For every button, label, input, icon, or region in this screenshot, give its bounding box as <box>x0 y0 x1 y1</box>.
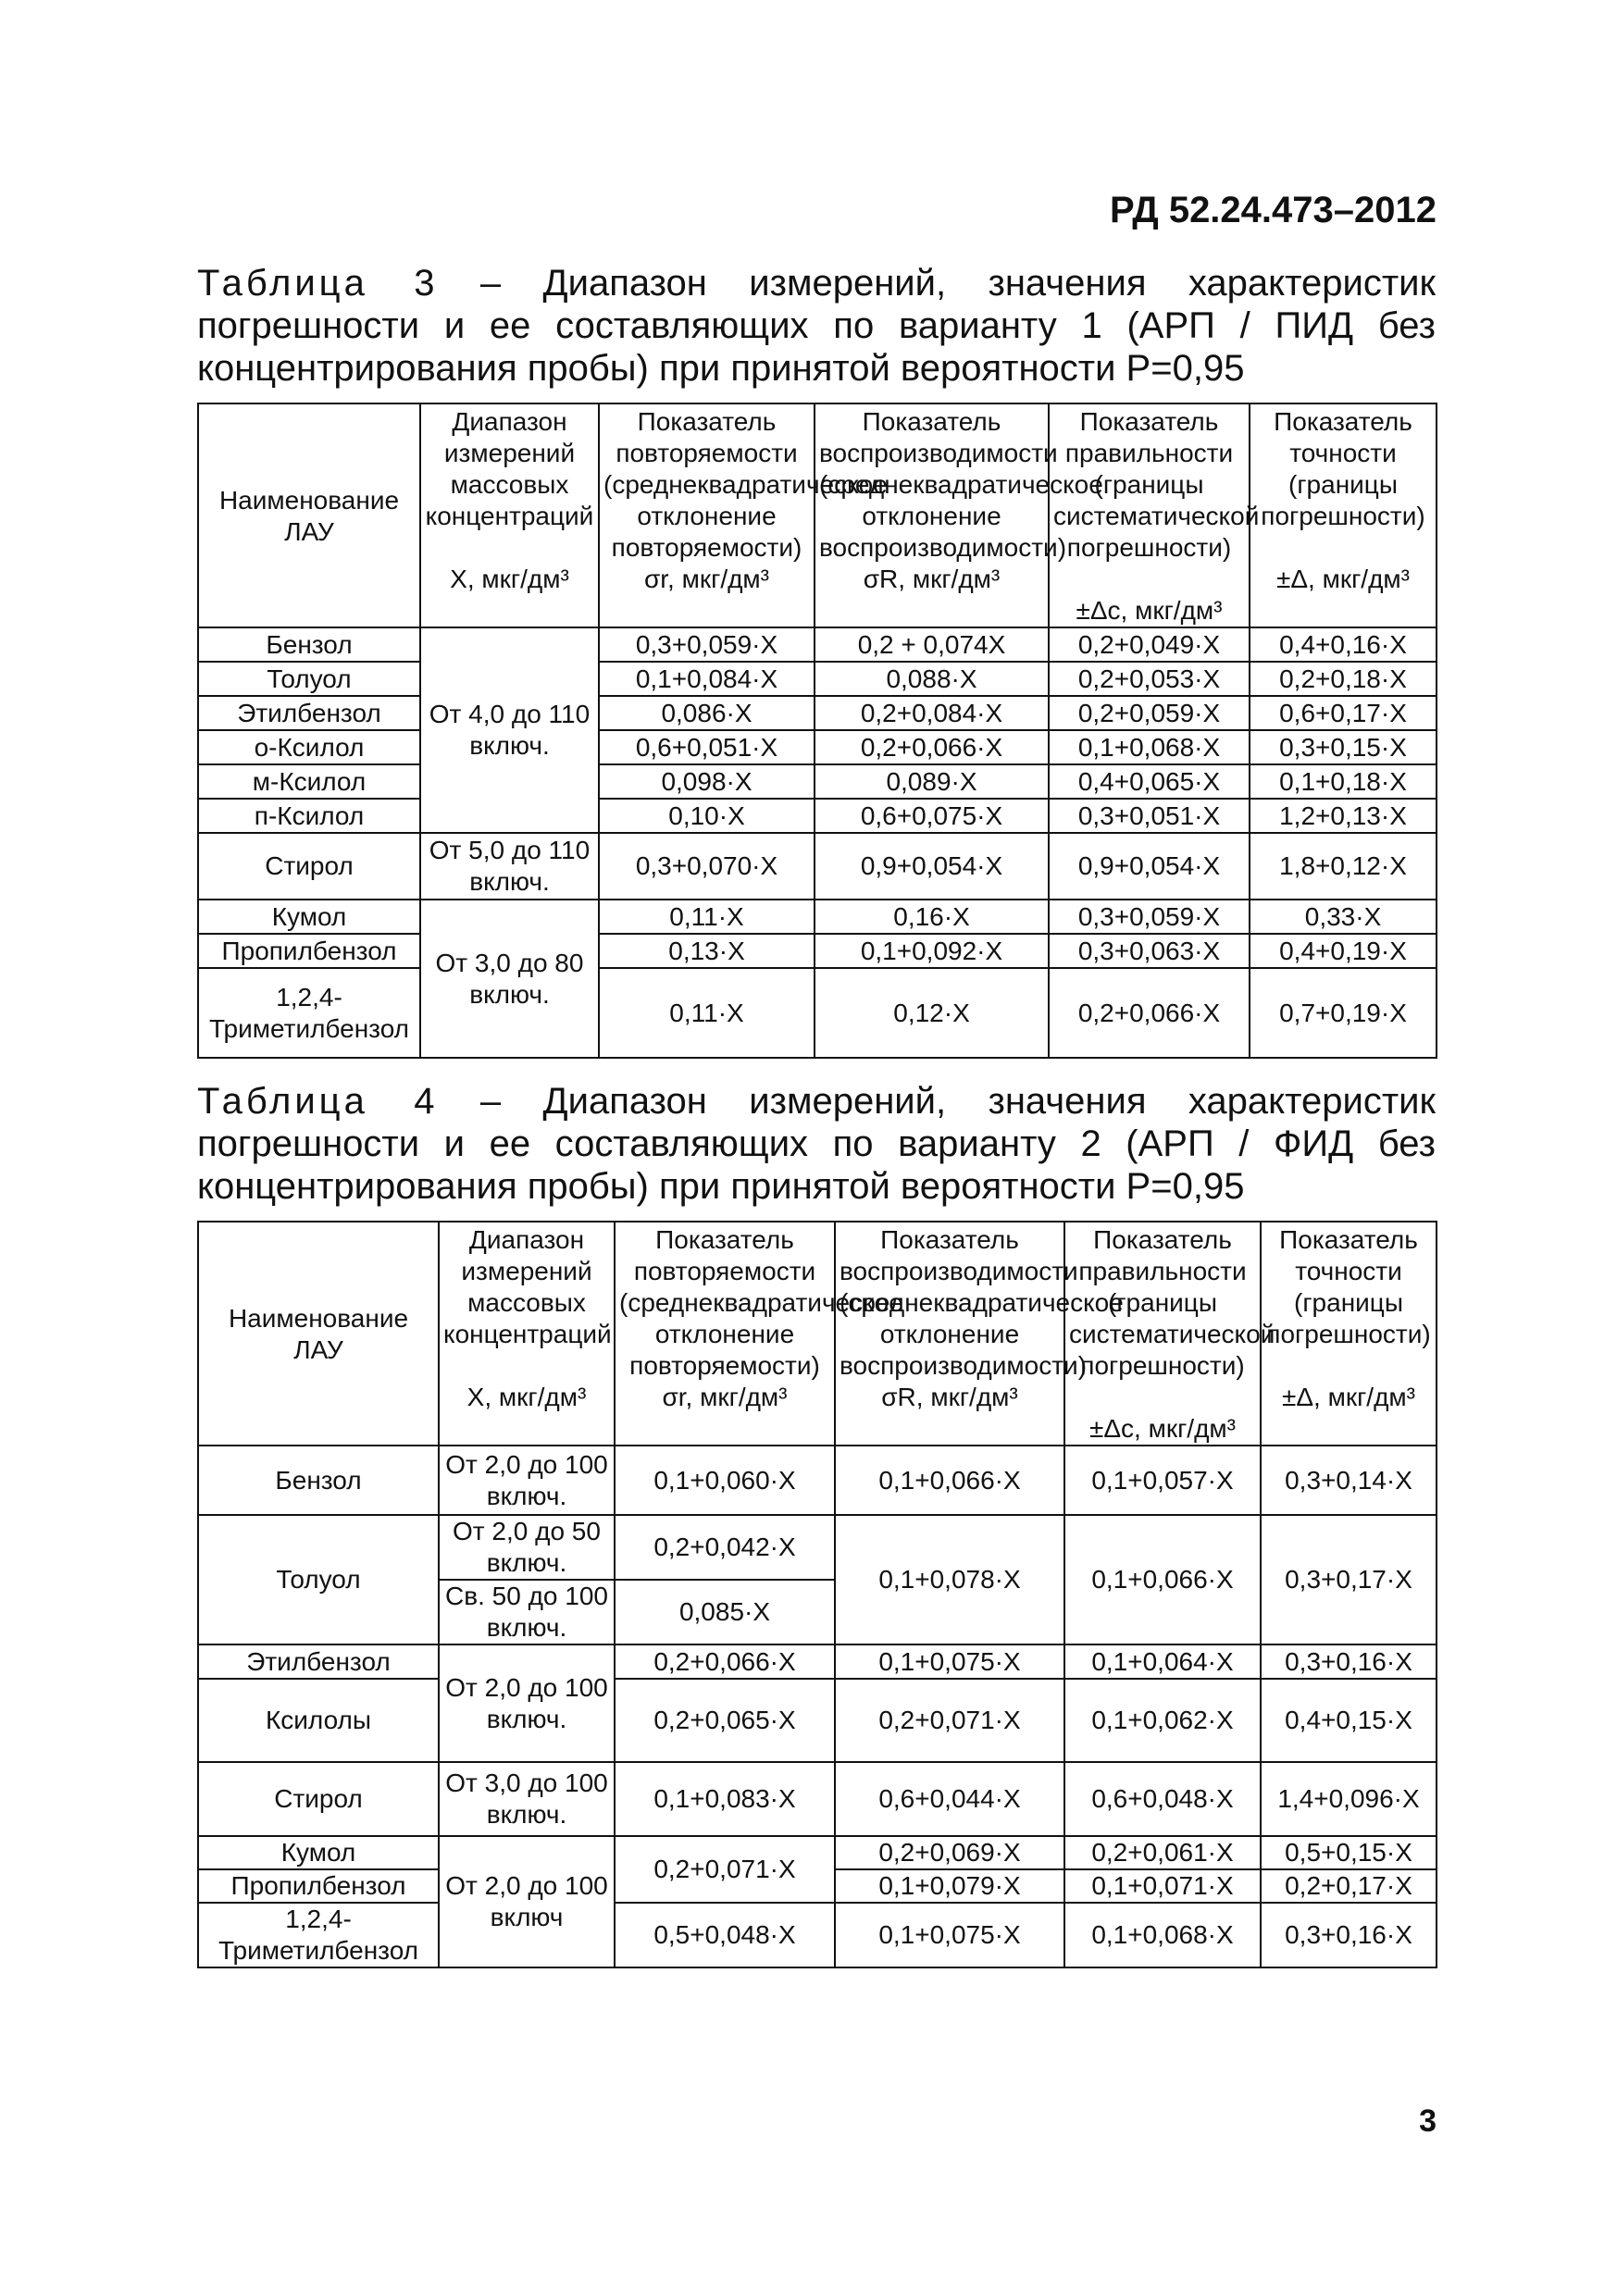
accuracy-value: 1,4+0,096·X <box>1261 1762 1437 1836</box>
substance-name: Этилбензол <box>198 1644 439 1679</box>
column-header: Показатель точности (границы погрешности) ±Δ, мкг/дм³ <box>1261 1222 1437 1446</box>
accuracy-value: 0,3+0,16·X <box>1261 1903 1437 1967</box>
table-row <box>198 1903 1437 1967</box>
column-header: Показатель воспроизводимости (среднеквадратическое отклонение воспроизводимости) σR, мкг/дм³ <box>835 1222 1064 1446</box>
repeatability-value: 0,2+0,042·X <box>615 1515 835 1580</box>
trueness-value: 0,1+0,062·X <box>1064 1679 1261 1762</box>
table3 <box>197 403 1437 1059</box>
trueness-value: 0,1+0,066·X <box>1064 1515 1261 1644</box>
repeatability-value: 0,11·X <box>599 968 815 1058</box>
column-header: Показатель повторяемости (среднеквадратическое отклонение повторяемости) σr, мкг/дм³ <box>615 1222 835 1446</box>
range-cell: От 3,0 до 100 включ. <box>439 1762 615 1836</box>
accuracy-value: 0,3+0,14·X <box>1261 1446 1437 1515</box>
table-row <box>198 627 1437 662</box>
substance-name: Стирол <box>198 1762 439 1836</box>
column-header: Диапазон измерений массовых концентраций X, мкг/дм³ <box>420 403 599 627</box>
repeatability-value: 0,098·X <box>599 764 815 799</box>
table-row <box>198 1515 1437 1580</box>
substance-name: Толуол <box>198 662 420 696</box>
repeatability-value: 0,1+0,083·X <box>615 1762 835 1836</box>
column-header: Наименование ЛАУ <box>198 1222 439 1446</box>
accuracy-value: 0,3+0,17·X <box>1261 1515 1437 1644</box>
accuracy-value: 0,33·X <box>1250 900 1437 934</box>
table-row <box>198 696 1437 730</box>
accuracy-value: 1,8+0,12·X <box>1250 833 1437 900</box>
repeatability-value: 0,1+0,084·X <box>599 662 815 696</box>
repeatability-value: 0,1+0,060·X <box>615 1446 835 1515</box>
column-header: Показатель правильности (границы систематической погрешности) ±Δc, мкг/дм³ <box>1049 403 1250 627</box>
trueness-value: 0,2+0,053·X <box>1049 662 1250 696</box>
trueness-value: 0,6+0,048·X <box>1064 1762 1261 1836</box>
range-cell: От 2,0 до 100 включ. <box>439 1446 615 1515</box>
substance-name: Кумол <box>198 1836 439 1869</box>
reproducibility-value: 0,2+0,084·X <box>815 696 1049 730</box>
table-row <box>198 900 1437 934</box>
substance-name: Толуол <box>198 1515 439 1644</box>
column-header: Показатель воспроизводимости (среднеквадратическое отклонение воспроизводимости) σR, мкг/дм³ <box>815 403 1049 627</box>
table-row <box>198 1446 1437 1515</box>
page-number: 3 <box>1419 2104 1437 2139</box>
reproducibility-value: 0,1+0,066·X <box>835 1446 1064 1515</box>
accuracy-value: 0,2+0,17·X <box>1261 1869 1437 1903</box>
reproducibility-value: 0,16·X <box>815 900 1049 934</box>
accuracy-value: 1,2+0,13·X <box>1250 799 1437 833</box>
substance-name: Пропилбензол <box>198 934 420 968</box>
reproducibility-value: 0,1+0,075·X <box>835 1644 1064 1679</box>
repeatability-value: 0,2+0,071·X <box>615 1836 835 1903</box>
column-header: Показатель правильности (границы систематической погрешности) ±Δc, мкг/дм³ <box>1064 1222 1261 1446</box>
table4-caption-text: – Диапазон измерений, значения характеристик погрешности и ее составляющих по варианту 2 (АРП / ФИД без концентрирования пробы) при принятой вероятности Р=0,95 <box>197 1081 1436 1207</box>
accuracy-value: 0,3+0,16·X <box>1261 1644 1437 1679</box>
table-row <box>198 934 1437 968</box>
trueness-value: 0,9+0,054·X <box>1049 833 1250 900</box>
repeatability-value: 0,085·X <box>615 1580 835 1644</box>
table-row <box>198 1644 1437 1679</box>
repeatability-value: 0,3+0,070·X <box>599 833 815 900</box>
table-header-row <box>198 1222 1437 1446</box>
reproducibility-value: 0,12·X <box>815 968 1049 1058</box>
trueness-value: 0,2+0,061·X <box>1064 1836 1261 1869</box>
repeatability-value: 0,086·X <box>599 696 815 730</box>
substance-name: Пропилбензол <box>198 1869 439 1903</box>
column-header: Показатель повторяемости (среднеквадратическое отклонение повторяемости) σr, мкг/дм³ <box>599 403 815 627</box>
table-row <box>198 1679 1437 1762</box>
substance-name: 1,2,4-Триметилбензол <box>198 968 420 1058</box>
trueness-value: 0,1+0,064·X <box>1064 1644 1261 1679</box>
table-row <box>198 968 1437 1058</box>
repeatability-value: 0,10·X <box>599 799 815 833</box>
reproducibility-value: 0,1+0,078·X <box>835 1515 1064 1644</box>
reproducibility-value: 0,1+0,079·X <box>835 1869 1064 1903</box>
substance-name: 1,2,4-Триметилбензол <box>198 1903 439 1967</box>
range-cell: От 3,0 до 80 включ. <box>420 900 599 1058</box>
substance-name: Этилбензол <box>198 696 420 730</box>
table3-caption <box>197 262 1436 390</box>
range-cell: От 2,0 до 100 включ <box>439 1836 615 1967</box>
repeatability-value: 0,3+0,059·X <box>599 627 815 662</box>
trueness-value: 0,3+0,059·X <box>1049 900 1250 934</box>
table-row <box>198 1762 1437 1836</box>
reproducibility-value: 0,9+0,054·X <box>815 833 1049 900</box>
reproducibility-value: 0,089·X <box>815 764 1049 799</box>
accuracy-value: 0,7+0,19·X <box>1250 968 1437 1058</box>
trueness-value: 0,1+0,068·X <box>1064 1903 1261 1967</box>
range-cell: От 2,0 до 50 включ. <box>439 1515 615 1580</box>
reproducibility-value: 0,6+0,075·X <box>815 799 1049 833</box>
trueness-value: 0,1+0,057·X <box>1064 1446 1261 1515</box>
table-row <box>198 662 1437 696</box>
trueness-value: 0,4+0,065·X <box>1049 764 1250 799</box>
substance-name: Ксилолы <box>198 1679 439 1762</box>
table4 <box>197 1221 1437 1968</box>
substance-name: о-Ксилол <box>198 730 420 764</box>
table-row <box>198 1836 1437 1869</box>
trueness-value: 0,1+0,068·X <box>1049 730 1250 764</box>
table4-caption-label: Таблица 4 <box>197 1081 439 1122</box>
trueness-value: 0,2+0,066·X <box>1049 968 1250 1058</box>
substance-name: Бензол <box>198 1446 439 1515</box>
trueness-value: 0,1+0,071·X <box>1064 1869 1261 1903</box>
accuracy-value: 0,3+0,15·X <box>1250 730 1437 764</box>
reproducibility-value: 0,1+0,075·X <box>835 1903 1064 1967</box>
substance-name: м-Ксилол <box>198 764 420 799</box>
document-code: РД 52.24.473–2012 <box>1110 190 1437 230</box>
column-header: Показатель точности (границы погрешности) ±Δ, мкг/дм³ <box>1250 403 1437 627</box>
reproducibility-value: 0,2+0,066·X <box>815 730 1049 764</box>
repeatability-value: 0,6+0,051·X <box>599 730 815 764</box>
repeatability-value: 0,13·X <box>599 934 815 968</box>
trueness-value: 0,2+0,049·X <box>1049 627 1250 662</box>
reproducibility-value: 0,2+0,071·X <box>835 1679 1064 1762</box>
accuracy-value: 0,1+0,18·X <box>1250 764 1437 799</box>
accuracy-value: 0,2+0,18·X <box>1250 662 1437 696</box>
table3-caption-label: Таблица 3 <box>197 263 439 304</box>
reproducibility-value: 0,6+0,044·X <box>835 1762 1064 1836</box>
accuracy-value: 0,4+0,16·X <box>1250 627 1437 662</box>
accuracy-value: 0,5+0,15·X <box>1261 1836 1437 1869</box>
trueness-value: 0,3+0,051·X <box>1049 799 1250 833</box>
range-cell: Св. 50 до 100 включ. <box>439 1580 615 1644</box>
column-header: Наименование ЛАУ <box>198 403 420 627</box>
range-cell: От 5,0 до 110 включ. <box>420 833 599 900</box>
substance-name: Стирол <box>198 833 420 900</box>
trueness-value: 0,2+0,059·X <box>1049 696 1250 730</box>
table-row <box>198 833 1437 900</box>
reproducibility-value: 0,2+0,069·X <box>835 1836 1064 1869</box>
table-row <box>198 764 1437 799</box>
table-row <box>198 730 1437 764</box>
trueness-value: 0,3+0,063·X <box>1049 934 1250 968</box>
accuracy-value: 0,4+0,19·X <box>1250 934 1437 968</box>
range-cell: От 4,0 до 110 включ. <box>420 627 599 833</box>
repeatability-value: 0,2+0,065·X <box>615 1679 835 1762</box>
table-header-row <box>198 403 1437 627</box>
repeatability-value: 0,2+0,066·X <box>615 1644 835 1679</box>
substance-name: Бензол <box>198 627 420 662</box>
column-header: Диапазон измерений массовых концентраций X, мкг/дм³ <box>439 1222 615 1446</box>
substance-name: Кумол <box>198 900 420 934</box>
reproducibility-value: 0,1+0,092·X <box>815 934 1049 968</box>
substance-name: п-Ксилол <box>198 799 420 833</box>
accuracy-value: 0,6+0,17·X <box>1250 696 1437 730</box>
table3-caption-text: – Диапазон измерений, значения характеристик погрешности и ее составляющих по варианту 1 (АРП / ПИД без концентрирования пробы) при принятой вероятности Р=0,95 <box>197 263 1436 389</box>
table-row <box>198 799 1437 833</box>
reproducibility-value: 0,2 + 0,074X <box>815 627 1049 662</box>
range-cell: От 2,0 до 100 включ. <box>439 1644 615 1762</box>
repeatability-value: 0,5+0,048·X <box>615 1903 835 1967</box>
reproducibility-value: 0,088·X <box>815 662 1049 696</box>
table4-caption <box>197 1080 1436 1208</box>
accuracy-value: 0,4+0,15·X <box>1261 1679 1437 1762</box>
repeatability-value: 0,11·X <box>599 900 815 934</box>
